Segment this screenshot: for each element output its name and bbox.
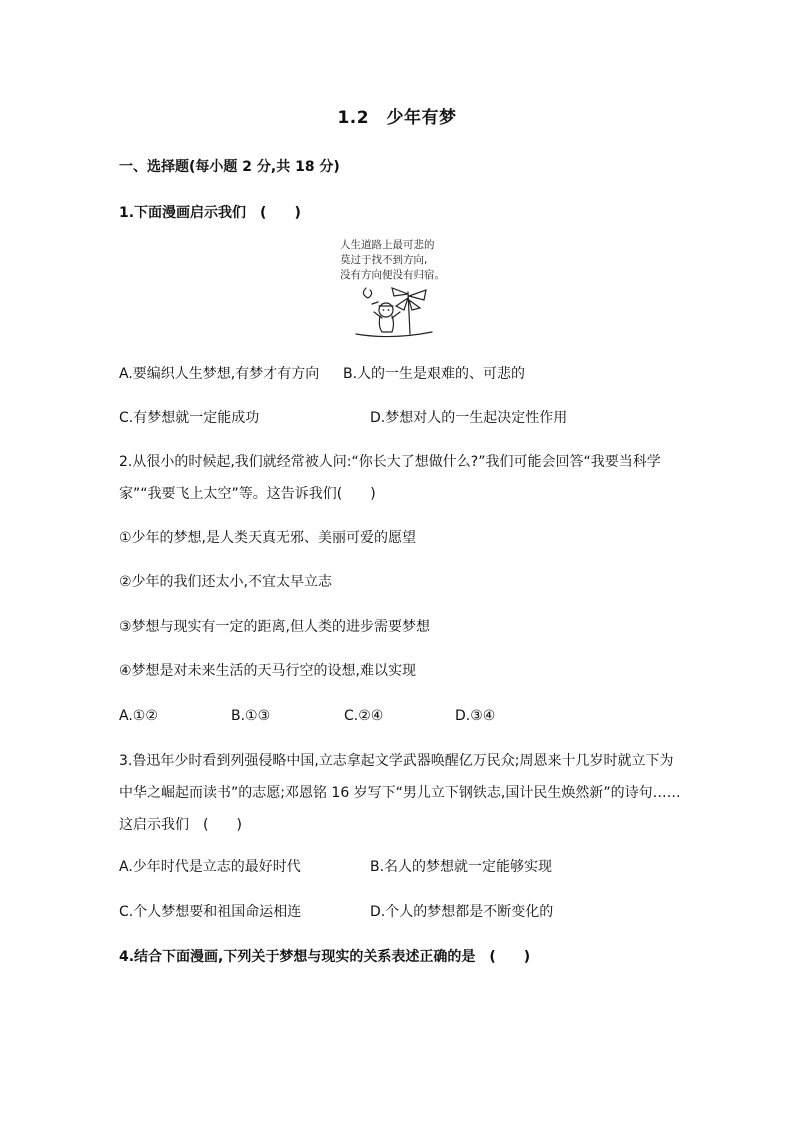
question-3-option-c: C.个人梦想要和祖国命运相连 (119, 904, 302, 920)
question-3-stem-line3: 这启示我们 ( ) (119, 817, 242, 833)
question-2-statement-4: ④梦想是对未来生活的天马行空的设想,难以实现 (119, 663, 416, 679)
question-2-stem-line1: 2.从很小的时候起,我们就经常被人问:“你长大了想做什么?”我们可能会回答“我要当科学 (119, 454, 661, 470)
question-1-option-c: C.有梦想就一定能成功 (119, 410, 260, 426)
question-1-option-d: D.梦想对人的一生起决定性作用 (370, 410, 568, 426)
question-2-statement-3: ③梦想与现实有一定的距离,但人类的进步需要梦想 (119, 619, 430, 635)
question-2-statement-2: ②少年的我们还太小,不宜太早立志 (119, 574, 333, 590)
question-1-option-b: B.人的一生是艰难的、可悲的 (343, 366, 526, 382)
question-1-option-a: A.要编织人生梦想,有梦才有方向 (119, 366, 320, 382)
cartoon-caption (340, 238, 445, 283)
question-3-option-d: D.个人的梦想都是不断变化的 (370, 904, 554, 920)
person-at-crossroads-icon (352, 282, 442, 342)
question-2-option-b: B.①③ (231, 708, 271, 724)
question-2-stem-line2: 家”“我要飞上太空”等。这告诉我们( ) (119, 486, 376, 502)
cartoon-caption-line: 莫过于找不到方向, (340, 254, 428, 266)
cartoon-illustration (332, 238, 462, 344)
question-4-stem: 4.结合下面漫画,下列关于梦想与现实的关系表述正确的是 ( ) (119, 949, 531, 965)
section-heading: 一、选择题(每小题 2 分,共 18 分) (119, 159, 340, 175)
question-3-option-a: A.少年时代是立志的最好时代 (119, 859, 301, 875)
question-2-statement-1: ①少年的梦想,是人类天真无邪、美丽可爱的愿望 (119, 530, 416, 546)
cartoon-caption-line: 没有方向便没有归宿。 (340, 269, 445, 281)
page-title: 1.2 少年有梦 (337, 108, 457, 128)
question-3-stem-line2: 中华之崛起而读书”的志愿;邓恩铭 16 岁写下“男儿立下钢铁志,国计民生焕然新”的诗句…… (119, 785, 681, 801)
question-2-option-a: A.①② (119, 708, 158, 724)
question-3-stem-line1: 3.鲁迅年少时看到列强侵略中国,立志拿起文学武器唤醒亿万民众;周恩来十几岁时就立下为 (119, 753, 674, 769)
question-1-stem: 1.下面漫画启示我们 ( ) (119, 205, 301, 221)
question-2-option-c: C.②④ (344, 708, 384, 724)
cartoon-caption-line: 人生道路上最可悲的 (340, 239, 435, 251)
question-3-option-b: B.名人的梦想就一定能够实现 (370, 859, 553, 875)
question-2-option-d: D.③④ (455, 708, 496, 724)
